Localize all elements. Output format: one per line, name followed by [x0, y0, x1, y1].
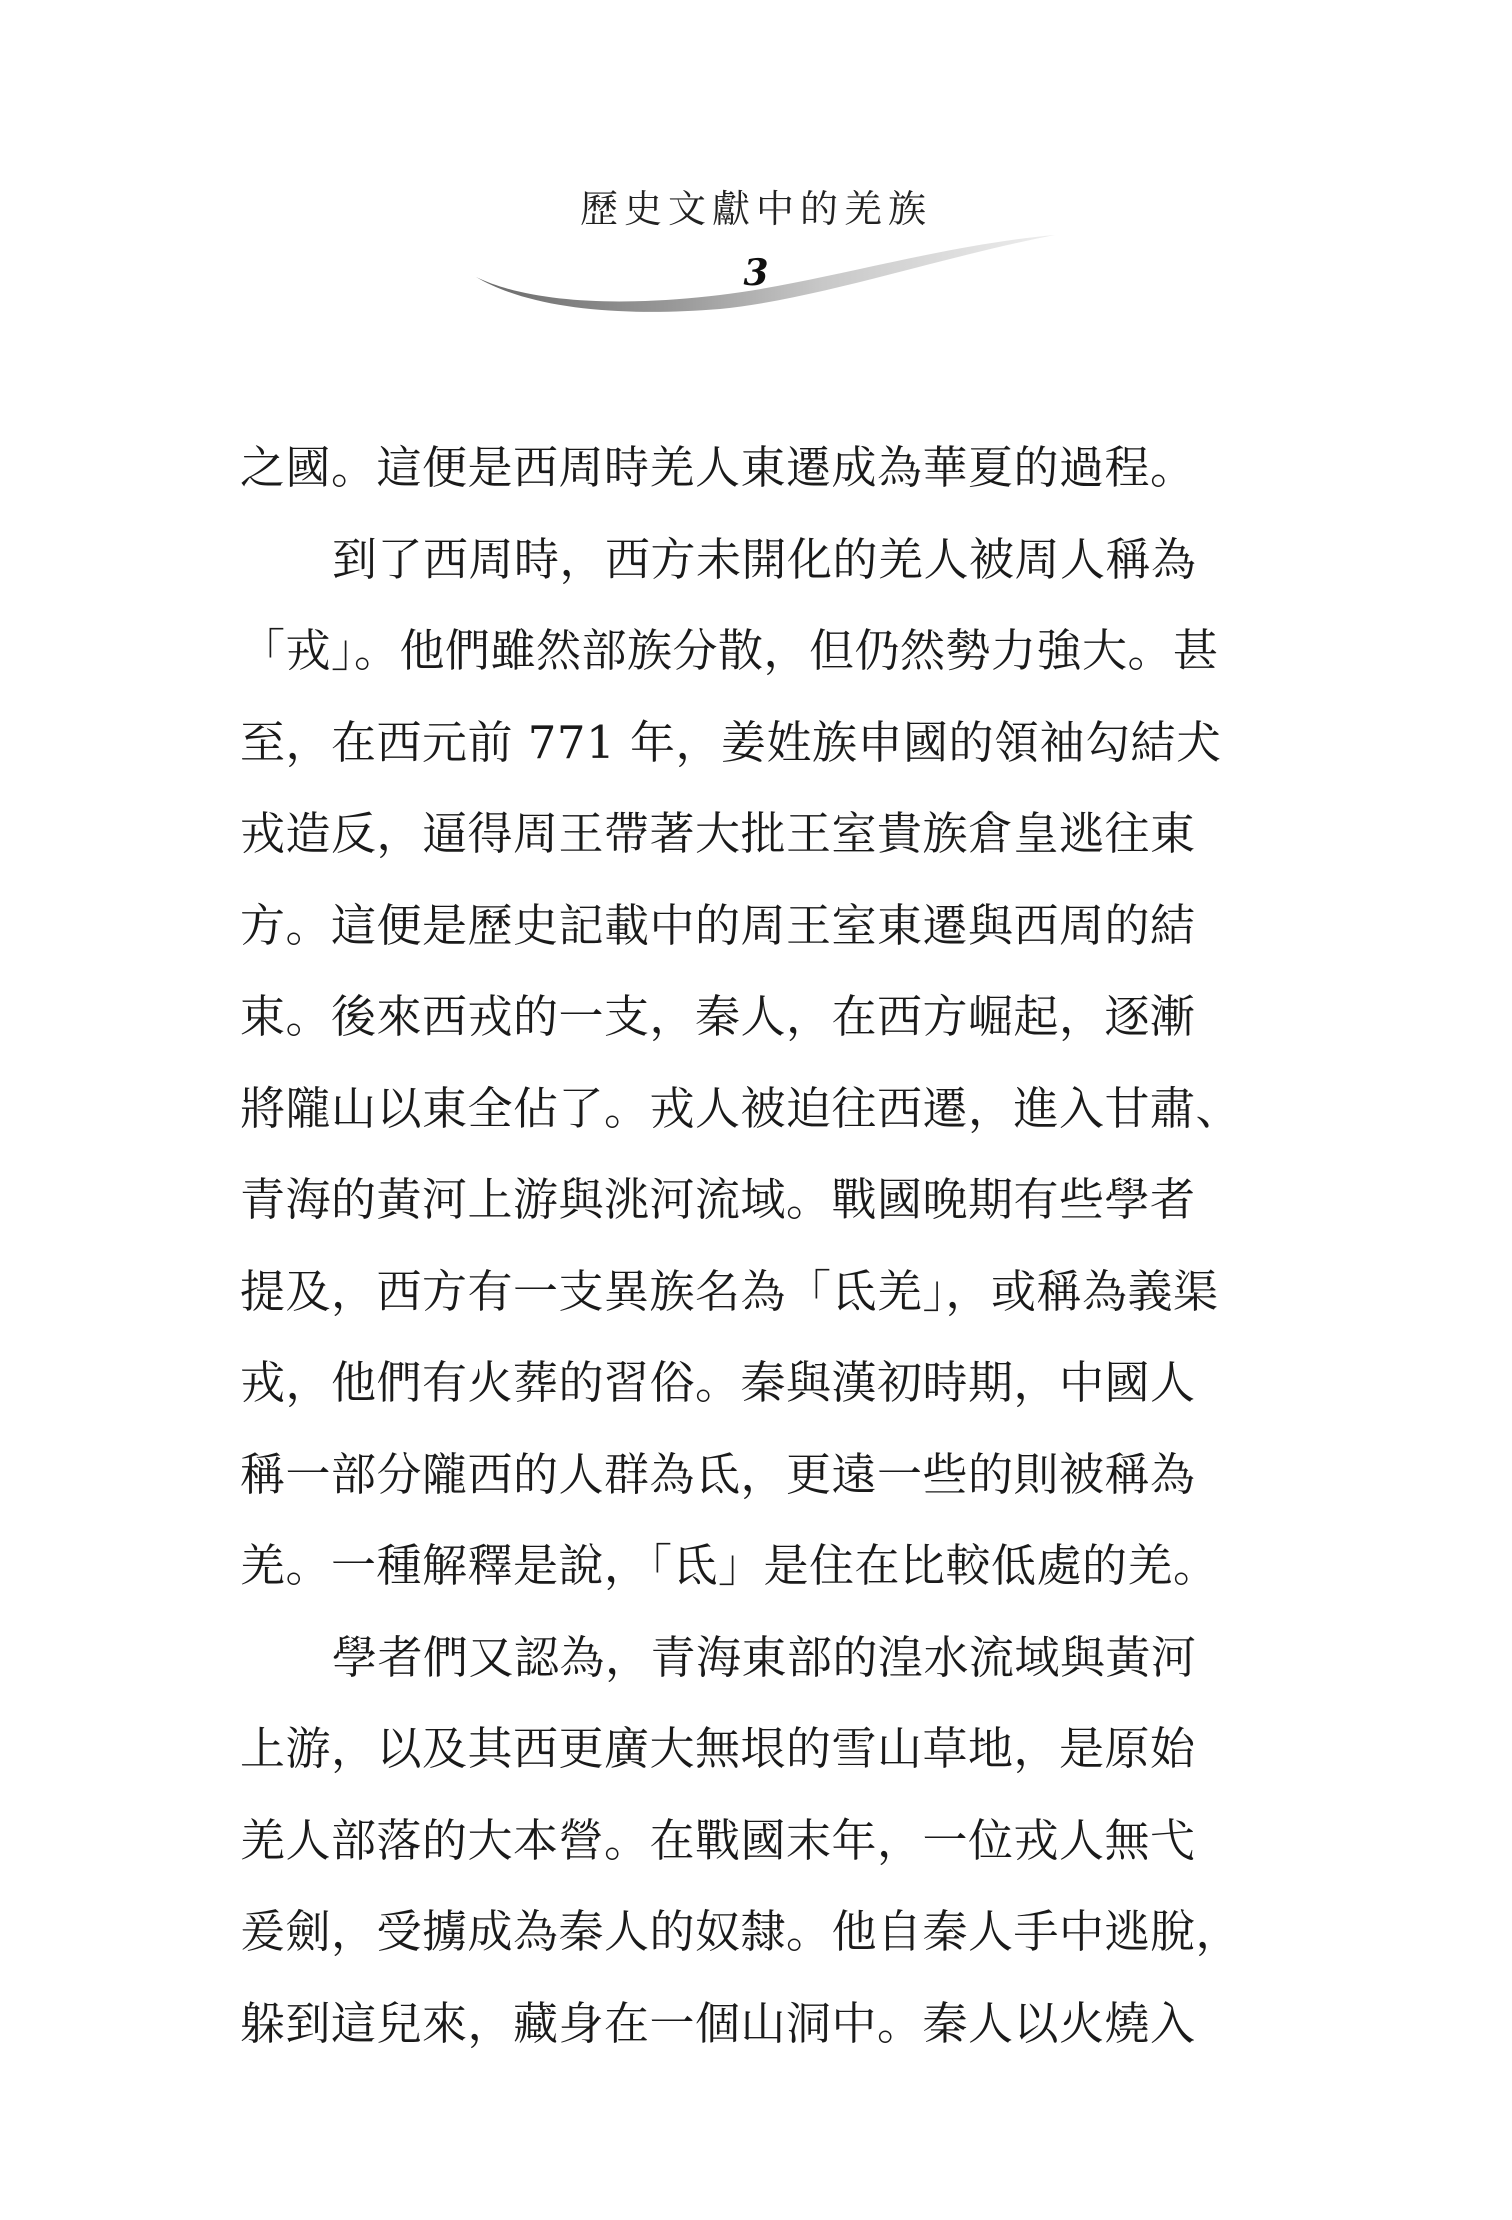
text-line: 爰劍，受擄成為秦人的奴隸。他自秦人手中逃脫，	[240, 1905, 1242, 1958]
text-line: 戎造反，逼得周王帶著大批王室貴族倉皇逃往東	[240, 807, 1196, 860]
text-line: 躲到這兒來，藏身在一個山洞中。秦人以火燒入	[240, 1996, 1196, 2050]
text-line: 之國。這便是西周時羌人東遷成為華夏的過程。	[240, 441, 1196, 494]
text-line: 學者們又認為，青海東部的湟水流域與黃河	[332, 1630, 1197, 1684]
text-line: 上游，以及其西更廣大無垠的雪山草地，是原始	[240, 1722, 1196, 1775]
text-line: 戎，他們有火葬的習俗。秦與漢初時期，中國人	[240, 1356, 1196, 1409]
text-line: 至，在西元前 771 年，姜姓族申國的領袖勾結犬	[240, 715, 1222, 769]
text-line: 青海的黃河上游與洮河流域。戰國晚期有些學者	[240, 1173, 1196, 1226]
running-header-title: 歷史文獻中的羌族	[579, 187, 932, 231]
text-line: 羌。一種解釋是說，「氐」是住在比較低處的羌。	[240, 1539, 1219, 1592]
body-text	[240, 422, 1242, 2069]
text-line: 提及，西方有一支異族名為「氐羌」，或稱為義渠	[240, 1264, 1219, 1318]
text-line: 到了西周時，西方未開化的羌人被周人稱為	[332, 532, 1197, 586]
text-line: 羌人部落的大本營。在戰國末年，一位戎人無弋	[240, 1813, 1196, 1867]
text-line: 將隴山以東全佔了。戎人被迫往西遷，進入甘肅、	[240, 1081, 1242, 1135]
text-line: 「戎」。他們雖然部族分散，但仍然勢力強大。甚	[240, 624, 1219, 677]
text-line: 稱一部分隴西的人群為氐，更遠一些的則被稱為	[240, 1447, 1196, 1501]
page-number: 3	[743, 252, 769, 294]
text-line: 束。後來西戎的一支，秦人，在西方崛起，逐漸	[240, 990, 1196, 1043]
text-line: 方。這便是歷史記載中的周王室東遷與西周的結	[240, 898, 1196, 952]
